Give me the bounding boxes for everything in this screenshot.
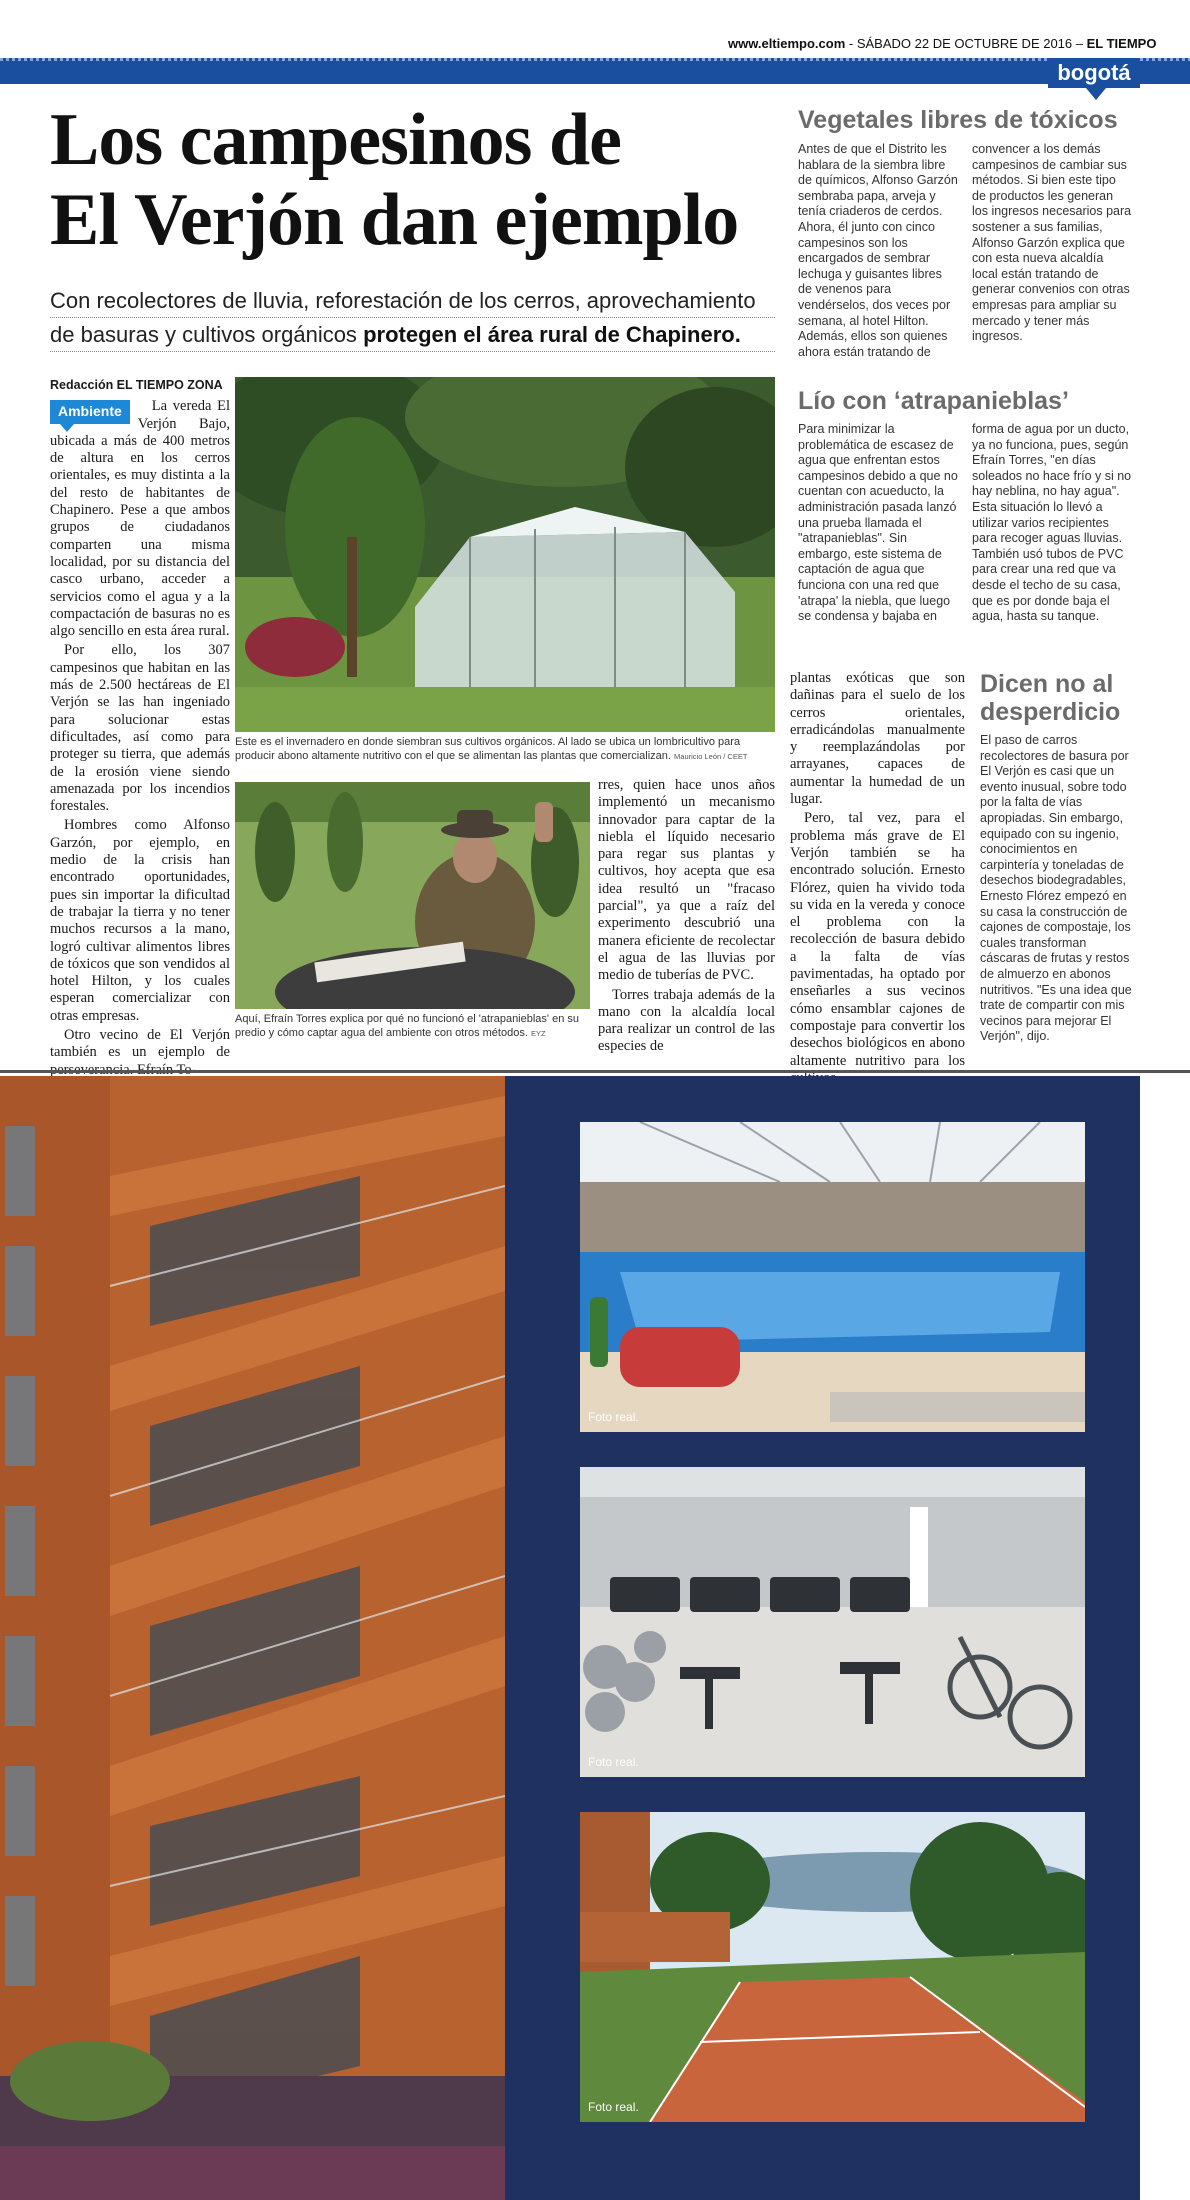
article-column-1 xyxy=(50,377,230,1081)
newspaper-brand: EL TIEMPO xyxy=(1086,36,1157,51)
ad-gym-photo xyxy=(580,1467,1085,1777)
tennis-photo-label: Foto real. xyxy=(588,2100,639,2114)
caption-greenhouse xyxy=(235,735,775,764)
sidebar-vegetales-col-a: Antes de que el Distrito les hablara de la siembra libre de químicos, Alfonso Garzón sembraba papa, arveja y tenía criaderos de cerdos. Ahora, él junto con cinco campesinos son los encargados de sembrar lechuga y guisantes libres de venenos para vendérselos, dos veces por semana, al hotel Hilton. Además, ellos son quienes ahora están tratando de xyxy=(798,142,958,359)
gym-photo-label: Foto real. xyxy=(588,1755,639,1769)
caption-torres-credit: EYZ xyxy=(530,1029,546,1038)
caption-torres-text: Aquí, Efraín Torres explica por qué no funcionó el 'atrapanieblas' en su predio y cómo captar agua del ambiente con otros métodos. xyxy=(235,1013,579,1039)
article-headline xyxy=(50,100,780,260)
section-tab-bogota[interactable]: bogotá xyxy=(1048,58,1140,88)
article-deck xyxy=(50,284,775,352)
deck-plain: de basuras y cultivos orgánicos xyxy=(50,322,364,347)
desperdicio-title-line-1: Dicen no al xyxy=(980,670,1114,698)
col1-paragraph-3: Hombres como Alfonso Garzón, por ejemplo, en medio de la crisis han encontrado oportunidades, pues sin importar la dificultad de trabajar la tierra y no tener muchos recursos a la mano, logró cultivar alimentos libres de tóxicos que son vendidos al hotel Hilton, y los cuales esperan comercializar con otras empresas. xyxy=(50,817,230,1024)
greenhouse-photo xyxy=(235,377,775,732)
headline-line-1: Los campesinos de xyxy=(50,99,621,181)
section-bar xyxy=(0,58,1190,84)
deck-line-2 xyxy=(50,318,775,352)
sidebar-title-desperdicio xyxy=(980,670,1140,726)
issue-date: SÁBADO 22 DE OCTUBRE DE 2016 xyxy=(856,36,1073,51)
col1-paragraph-2: Por ello, los 307 campesinos que habitan en las más de 2.500 hectáreas de El Verjón se las han ingeniado para solucionar estas dificultades, así como para proteger su tierra, que además de la erosión viene siendo amenazada por los incendios forestales. xyxy=(50,642,230,815)
article-column-2 xyxy=(598,777,775,1058)
col2-paragraph-2: Torres trabaja además de la mano con la alcaldía local para realizar un control de las especies de xyxy=(598,986,775,1055)
efrain-torres-photo xyxy=(235,782,590,1009)
col2-paragraph-1: rres, quien hace unos años implementó un mecanismo innovador para captar de la niebla el líquido necesario para regar sus plantas y cultivos, hoy acepta que esa idea resultó un "fracaso parcial", ya que a raíz del experimento descubrió una manera eficiente de recolectar el agua de las lluvias por medio de tuberías de PVC. xyxy=(598,777,775,984)
ad-building-photo xyxy=(0,1076,505,2200)
col3-paragraph-1: plantas exóticas que son dañinas para el suelo de los cerros orientales, erradicándolas manualmente y reemplazándolas por arrayanes, capaces de aumentar la humedad de un lugar. xyxy=(790,670,965,808)
sidebar-title-atrapanieblas: Lío con ‘atrapanieblas’ xyxy=(798,387,1069,415)
page-header-line: www.eltiempo.com - SÁBADO 22 DE OCTUBRE DE 2016 – EL TIEMPO xyxy=(728,36,1157,51)
deck-line-1: Con recolectores de lluvia, reforestación de los cerros, aprovechamiento xyxy=(50,284,775,318)
deck-bold: protegen el área rural de Chapinero. xyxy=(363,322,741,347)
ad-tennis-photo xyxy=(580,1812,1085,2122)
caption-greenhouse-credit: Mauricio León / CEET xyxy=(674,752,748,761)
ad-pool-photo xyxy=(580,1122,1085,1432)
desperdicio-title-line-2: desperdicio xyxy=(980,698,1121,726)
section-divider xyxy=(0,1070,1190,1073)
col3-paragraph-2: Pero, tal vez, para el problema más grave de El Verjón también se ha encontrado solución. Ernesto Flórez, quien ha vivido toda su vida en la vereda y conoce el problema con la recolección de basura debido a la falta de vías pavimentadas, ha optado por enseñarles a sus vecinos cómo ensamblar cajones de compostaje para convertir los desechos biológicos en abono altamente nutritivo para los xyxy=(790,810,965,1069)
sidebar-vegetales-col-b: convencer a los demás campesinos de cambiar sus métodos. Si bien este tipo de productos les generan los ingresos necesarios para sostener a sus familias, Alfonso Garzón explica que con esta nueva alcaldía local están tratando de generar convenios con otras empresas para ampliar su mercado y tener más ingresos. xyxy=(972,142,1132,344)
site-url[interactable]: www.eltiempo.com xyxy=(728,36,846,51)
pool-photo-label: Foto real. xyxy=(588,1410,639,1424)
sidebar-desperdicio-text: El paso de carros recolectores de basura por El Verjón es casi que un evento inusual, sobre todo por la falta de vías apropiadas. Sin embargo, equipado con su ingenio, conocimientos en carpintería y toneladas de desechos biodegradables, Ernesto Flórez empezó en su casa la construcción de cajones de compostaje, los cuales transforman cáscaras de frutas y restos de almuerzo en abonos nutritivos. "Es una idea que trate de compartir con mis vecinos para mejorar El Verjón", dijo. xyxy=(980,733,1132,1044)
byline: Redacción EL TIEMPO ZONA xyxy=(50,378,223,392)
col1-paragraph-1: La vereda El Verjón Bajo, ubicada a más de 400 metros de altura en los cerros orientales, es muy distinta a la del resto de habitantes de Chapinero. Pese a que ambos grupos de ciudadanos comparten una misma localidad, por su distancia del casco urbano, acceder a servicios como el agua y a la compactación de basuras no es algo sencillo en esta área rural. xyxy=(50,398,230,640)
sidebar-atrapanieblas-col-b: forma de agua por un ducto, ya no funciona, pues, según Efraín Torres, "en días soleados no hace frío y si no hay neblina, no hay agua". Esta situación lo llevó a utilizar varios recipientes para recoger aguas lluvias. También usó tubos de PVC para crear una red que va desde el techo de su casa, que es por donde baja el agua, hasta su tanque. xyxy=(972,422,1132,624)
sidebar-title-vegetales: Vegetales libres de tóxicos xyxy=(798,106,1118,134)
article-column-3 xyxy=(790,670,965,1089)
topic-tag[interactable]: Ambiente xyxy=(50,400,130,423)
sidebar-atrapanieblas-col-a: Para minimizar la problemática de escasez de agua que enfrentan estos campesinos debido a que no cuentan con acueducto, la administración pasada lanzó una prueba llamada el "atrapanieblas". Sin embargo, este sistema de captación de agua que funciona con una red que 'atrapa' la niebla, que luego se condensa y bajaba en xyxy=(798,422,958,624)
headline-line-2: El Verjón dan ejemplo xyxy=(50,179,739,261)
caption-greenhouse-text: Este es el invernadero en donde siembran sus cultivos orgánicos. Al lado se ubica un lombricultivo para producir abono altamente nutritivo con el que se alimentan las plantas que comercializan. xyxy=(235,736,741,762)
col1-paragraph-4: Otro vecino de El Verjón también es un ejemplo de xyxy=(50,1026,230,1061)
caption-torres xyxy=(235,1012,590,1041)
